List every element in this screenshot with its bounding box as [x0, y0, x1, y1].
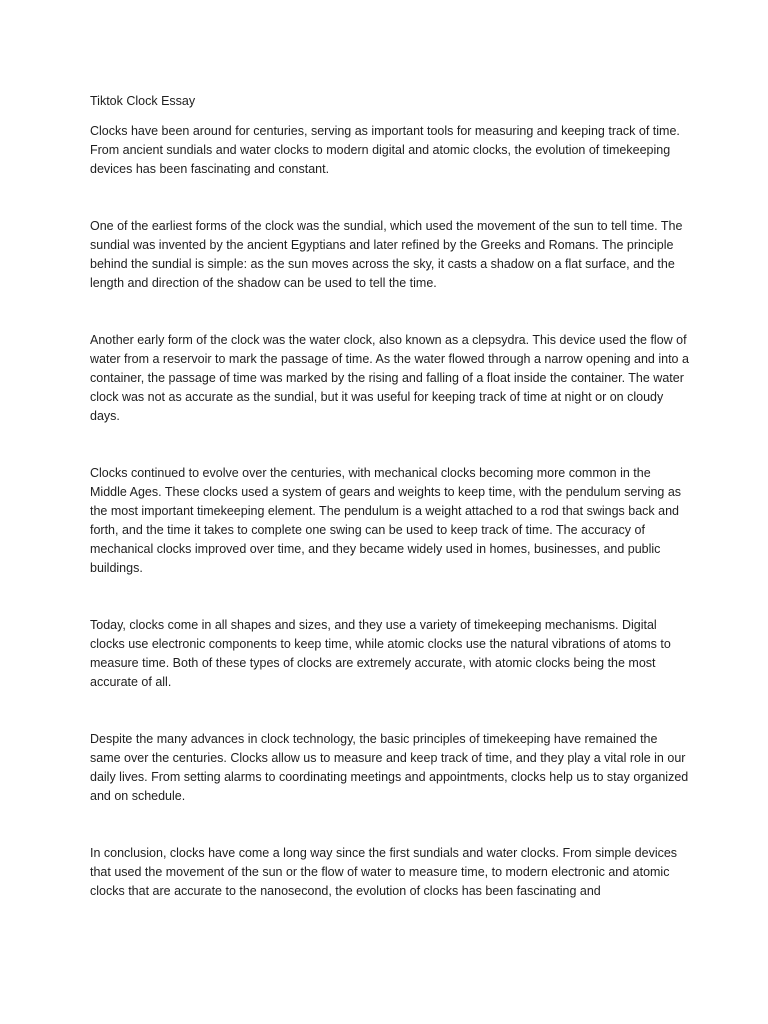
document-page: [90, 92, 690, 901]
document-title: Tiktok Clock Essay: [90, 94, 196, 108]
paragraph-modern-clocks: Today, clocks come in all shapes and sizes, and they use a variety of timekeeping mechanisms. Digital clocks use electronic components to keep time, while atomic clocks use the natural vibrations of atoms to measure time. Both of these types of clocks are extremely accurate, with atomic clocks being the most accurate of all.: [90, 618, 671, 689]
paragraph-spacer: [90, 293, 690, 331]
paragraph-spacer: [90, 179, 690, 217]
paragraph-sundial: One of the earliest forms of the clock was the sundial, which used the movement of the sun to tell time. The sundial was invented by the ancient Egyptians and later refined by the Greeks and Romans. The principle behind the sundial is simple: as the sun moves across the sky, it casts a shadow on a flat surface, and the length and direction of the shadow can be used to tell the time.: [90, 219, 683, 290]
paragraph-intro: Clocks have been around for centuries, serving as important tools for measuring and keeping track of time. From ancient sundials and water clocks to modern digital and atomic clocks, the evolution of timekeeping devices has been fascinating and constant.: [90, 124, 680, 176]
paragraph-spacer: [90, 426, 690, 464]
paragraph-spacer: [90, 578, 690, 616]
paragraph-water-clock: Another early form of the clock was the water clock, also known as a clepsydra. This device used the flow of water from a reservoir to mark the passage of time. As the water flowed through a narrow opening and into a container, the passage of time was marked by the rising and falling of a float inside the container. The water clock was not as accurate as the sundial, but it was useful for keeping track of time at night or on cloudy days.: [90, 333, 689, 423]
paragraph-mechanical-clocks: Clocks continued to evolve over the centuries, with mechanical clocks becoming more common in the Middle Ages. These clocks used a system of gears and weights to keep time, with the pendulum serving as the most important timekeeping element. The pendulum is a weight attached to a rod that swings back and forth, and the time it takes to complete one swing can be used to keep track of time. The accuracy of mechanical clocks improved over time, and they became widely used in homes, businesses, and public buildings.: [90, 466, 682, 575]
paragraph-principles: Despite the many advances in clock technology, the basic principles of timekeeping have remained the same over the centuries. Clocks allow us to measure and keep track of time, and they play a vital role in our daily lives. From setting alarms to coordinating meetings and appointments, clocks help us to stay organized and on schedule.: [90, 732, 689, 803]
paragraph-conclusion: In conclusion, clocks have come a long way since the first sundials and water clocks. From simple devices that used the movement of the sun or the flow of water to measure time, to modern electronic and atomic clocks that are accurate to the nanosecond, the evolution of clocks has been fascinating and: [90, 846, 678, 898]
paragraph-spacer: [90, 806, 690, 844]
paragraph-spacer: [90, 692, 690, 730]
